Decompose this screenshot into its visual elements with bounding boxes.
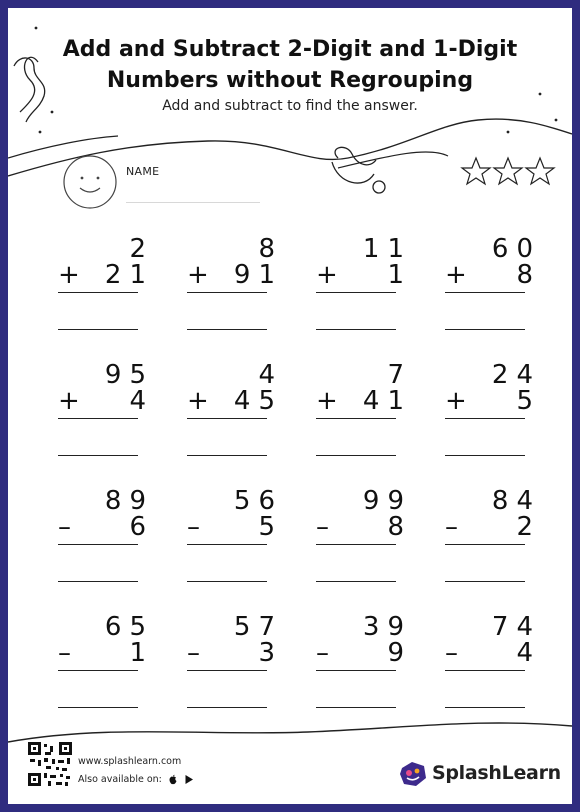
- problem-bottom-number: 91: [233, 260, 283, 290]
- minus-sign: –: [316, 512, 329, 542]
- sum-line: [58, 544, 138, 545]
- problem-bottom-number: 5: [258, 512, 283, 542]
- problem-bottom-number: 4: [516, 638, 541, 668]
- sum-line: [58, 418, 138, 419]
- problem-15: [316, 612, 412, 714]
- answer-line[interactable]: [187, 581, 267, 582]
- answer-line[interactable]: [445, 707, 525, 708]
- problem-bottom-number: 9: [387, 638, 412, 668]
- answer-line[interactable]: [58, 581, 138, 582]
- problem-10: [187, 486, 283, 588]
- plus-sign: +: [58, 260, 80, 290]
- minus-sign: –: [187, 512, 200, 542]
- name-label: NAME: [126, 165, 160, 178]
- problem-top-number: 39: [362, 612, 412, 642]
- plus-sign: +: [445, 386, 467, 416]
- answer-line[interactable]: [187, 455, 267, 456]
- name-input-line[interactable]: [126, 202, 260, 203]
- problem-5: [58, 360, 154, 462]
- plus-sign: +: [58, 386, 80, 416]
- sum-line: [187, 418, 267, 419]
- available-on-label: Also available on:: [78, 774, 162, 785]
- problem-12: [445, 486, 541, 588]
- answer-line[interactable]: [187, 707, 267, 708]
- plus-sign: +: [187, 386, 209, 416]
- problem-bottom-number: 1: [387, 260, 412, 290]
- qr-code-icon: [28, 742, 72, 786]
- problem-top-number: 57: [233, 612, 283, 642]
- website-link[interactable]: www.splashlearn.com: [78, 756, 182, 767]
- sum-line: [316, 544, 396, 545]
- minus-sign: –: [445, 512, 458, 542]
- answer-line[interactable]: [58, 329, 138, 330]
- problem-4: [445, 234, 541, 336]
- minus-sign: –: [316, 638, 329, 668]
- minus-sign: –: [58, 512, 71, 542]
- problem-2: [187, 234, 283, 336]
- apple-icon[interactable]: [168, 774, 178, 785]
- answer-line[interactable]: [316, 581, 396, 582]
- plus-sign: +: [187, 260, 209, 290]
- problem-top-number: 95: [104, 360, 154, 390]
- sum-line: [58, 670, 138, 671]
- problem-bottom-number: 2: [516, 512, 541, 542]
- problem-top-number: 8: [258, 234, 283, 264]
- problem-top-number: 11: [362, 234, 412, 264]
- sum-line: [316, 670, 396, 671]
- problem-9: [58, 486, 154, 588]
- problem-top-number: 74: [491, 612, 541, 642]
- problem-bottom-number: 8: [516, 260, 541, 290]
- answer-line[interactable]: [316, 455, 396, 456]
- splashlearn-logo-icon: [398, 760, 428, 788]
- answer-line[interactable]: [187, 329, 267, 330]
- answer-line[interactable]: [316, 329, 396, 330]
- sum-line: [316, 292, 396, 293]
- problem-8: [445, 360, 541, 462]
- sum-line: [187, 544, 267, 545]
- problem-top-number: 60: [491, 234, 541, 264]
- problem-11: [316, 486, 412, 588]
- problem-7: [316, 360, 412, 462]
- sum-line: [445, 670, 525, 671]
- sum-line: [58, 292, 138, 293]
- sum-line: [316, 418, 396, 419]
- smiley-face-icon: [64, 156, 116, 208]
- play-store-icon[interactable]: [184, 774, 194, 785]
- problem-top-number: 65: [104, 612, 154, 642]
- problem-top-number: 4: [258, 360, 283, 390]
- worksheet-title: Add and Subtract 2-Digit and 1-Digit Numbers without Regrouping: [62, 37, 518, 93]
- problem-top-number: 2: [129, 234, 154, 264]
- rating-stars-icon: [462, 158, 554, 184]
- available-on-text: [78, 774, 194, 785]
- sum-line: [445, 292, 525, 293]
- answer-line[interactable]: [58, 707, 138, 708]
- answer-line[interactable]: [316, 707, 396, 708]
- problem-top-number: 56: [233, 486, 283, 516]
- brand-name: SplashLearn: [432, 762, 561, 784]
- minus-sign: –: [187, 638, 200, 668]
- instruction-text: Add and subtract to find the answer.: [162, 98, 418, 114]
- problem-14: [187, 612, 283, 714]
- problem-13: [58, 612, 154, 714]
- problem-top-number: 84: [491, 486, 541, 516]
- problem-top-number: 24: [491, 360, 541, 390]
- problem-top-number: 89: [104, 486, 154, 516]
- sum-line: [445, 418, 525, 419]
- problem-bottom-number: 1: [129, 638, 154, 668]
- sum-line: [187, 292, 267, 293]
- problem-bottom-number: 45: [233, 386, 283, 416]
- answer-line[interactable]: [58, 455, 138, 456]
- answer-line[interactable]: [445, 329, 525, 330]
- plus-sign: +: [316, 260, 338, 290]
- problem-6: [187, 360, 283, 462]
- problem-bottom-number: 41: [362, 386, 412, 416]
- minus-sign: –: [58, 638, 71, 668]
- answer-line[interactable]: [445, 455, 525, 456]
- problem-bottom-number: 8: [387, 512, 412, 542]
- problem-top-number: 99: [362, 486, 412, 516]
- sum-line: [187, 670, 267, 671]
- problem-bottom-number: 3: [258, 638, 283, 668]
- answer-line[interactable]: [445, 581, 525, 582]
- problem-16: [445, 612, 541, 714]
- plus-sign: +: [445, 260, 467, 290]
- plus-sign: +: [316, 386, 338, 416]
- problem-top-number: 7: [387, 360, 412, 390]
- sum-line: [445, 544, 525, 545]
- problem-bottom-number: 6: [129, 512, 154, 542]
- problem-bottom-number: 4: [129, 386, 154, 416]
- problem-bottom-number: 21: [104, 260, 154, 290]
- problem-3: [316, 234, 412, 336]
- problem-bottom-number: 5: [516, 386, 541, 416]
- worksheet-page: [8, 8, 572, 804]
- problem-1: [58, 234, 154, 336]
- minus-sign: –: [445, 638, 458, 668]
